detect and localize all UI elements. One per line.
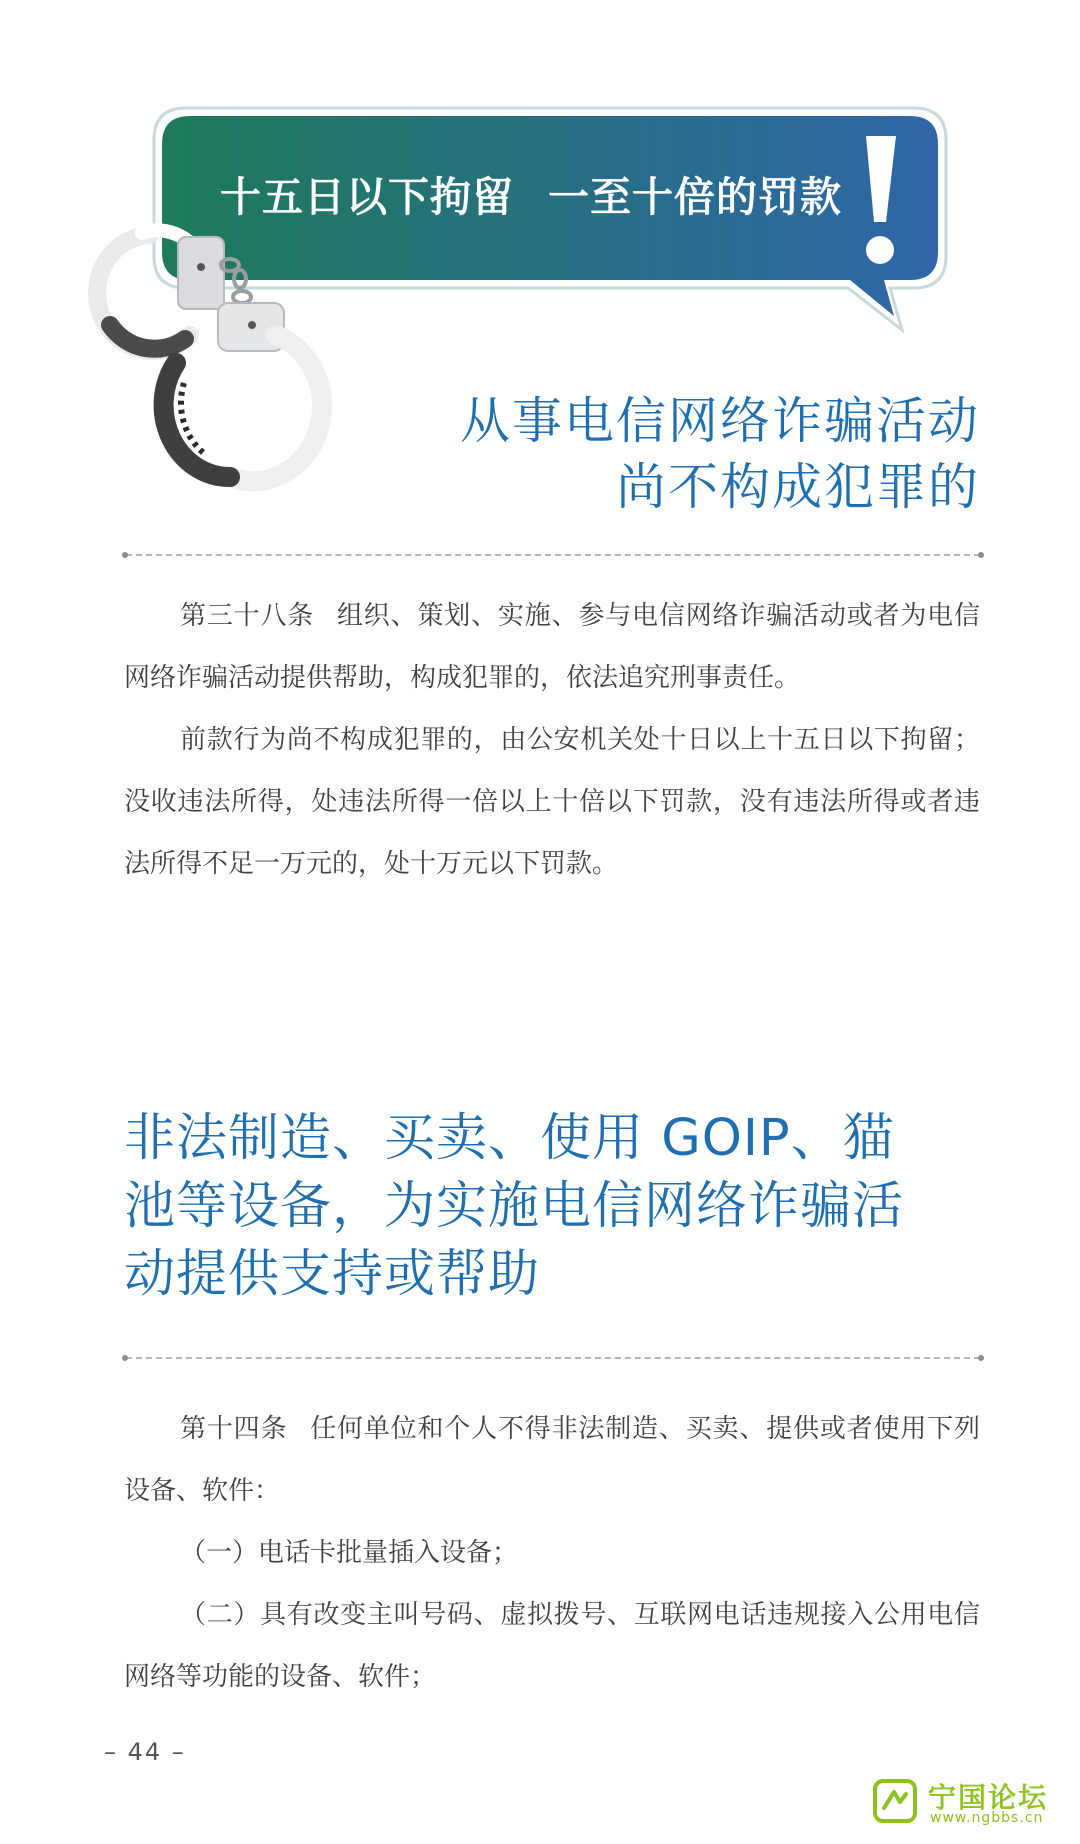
section1-heading-line2: 尚不构成犯罪的 <box>616 458 980 516</box>
watermark-url: www.ngbbs.cn <box>930 1810 1044 1826</box>
watermark-title: 宁国论坛 <box>928 1781 1049 1814</box>
article-14-item-1 <box>124 1522 980 1584</box>
banner-title-part1: 十五日以下拘留 <box>220 173 514 221</box>
section2-heading-line1: 非法制造、买卖、使用 GOIP、猫 <box>124 1109 895 1168</box>
page-number: – 44 – <box>104 1738 186 1766</box>
handcuffs-icon <box>80 215 380 515</box>
item-1-number: （一） <box>180 1538 259 1568</box>
article-14-number: 第十四条 <box>180 1414 288 1444</box>
section2-heading <box>124 1105 984 1309</box>
section1-body <box>124 585 980 895</box>
dashed-divider <box>126 1357 980 1359</box>
article-14-text-1: 任何单位和个人不得非法制造、买卖、提供或者使用下列设备、软件： <box>124 1414 980 1506</box>
section2-heading-line3: 动提供支持或帮助 <box>124 1245 541 1304</box>
article-14-paragraph-1 <box>124 1398 980 1522</box>
watermark-logo <box>872 1772 1062 1832</box>
item-2-number: （二） <box>180 1600 261 1630</box>
article-38-paragraph-1 <box>124 585 980 709</box>
banner-title-part2: 一至十倍的罚款 <box>548 173 842 221</box>
section1-heading-line1: 从事电信网络诈骗活动 <box>460 392 980 450</box>
article-14-item-2 <box>124 1584 980 1708</box>
section2-heading-line2: 池等设备，为实施电信网络诈骗活 <box>124 1177 905 1236</box>
dashed-divider <box>126 554 980 556</box>
section2-body <box>124 1398 980 1708</box>
section1-heading <box>460 388 980 520</box>
item-1-text: 电话卡批量插入设备； <box>258 1538 519 1568</box>
article-38-number: 第三十八条 <box>180 601 315 631</box>
forum-logo-icon <box>872 1778 918 1824</box>
article-38-paragraph-2: 前款行为尚不构成犯罪的，由公安机关处十日以上十五日以下拘留；没收违法所得，处违法所得一倍以上十倍以下罚款，没有违法所得或者违法所得不足一万元的，处十万元以下罚款。 <box>124 725 980 879</box>
item-2-text: 具有改变主叫号码、虚拟拨号、互联网电话违规接入公用电信网络等功能的设备、软件； <box>124 1600 980 1692</box>
article-38-text-1: 组织、策划、实施、参与电信网络诈骗活动或者为电信网络诈骗活动提供帮助，构成犯罪的，依法追究刑事责任。 <box>124 601 980 693</box>
